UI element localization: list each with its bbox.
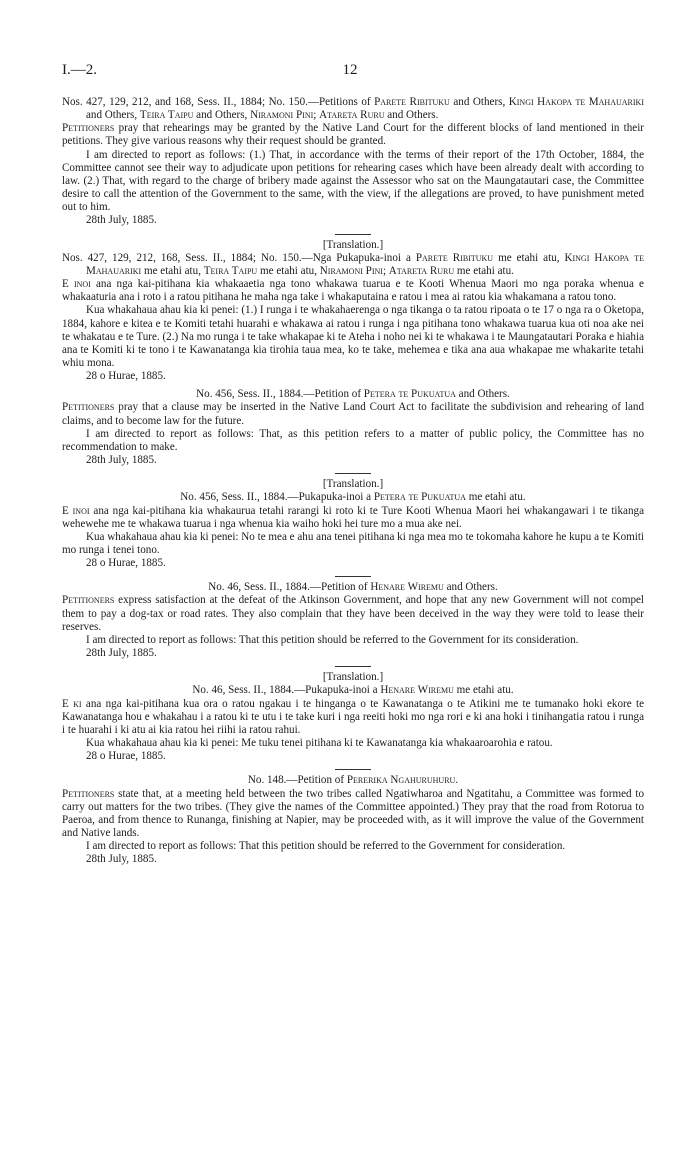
committee-report: I am directed to report as follows: That this petition should be referred to the Government for consideration.	[86, 840, 566, 853]
petition-heading: Nos. 427, 129, 212, and 168, Sess. II., 1884; No. 150.—Petitions of Parete Ribituku and Others, Kingi Hakopa te Mahauariki and Others, Teira Taipu and Others, Niramoni Pini; Atareta Ruru and Others.	[62, 96, 644, 122]
petitioner-name: Pererika Ngahuruhuru	[346, 774, 456, 787]
document-body	[62, 96, 644, 866]
petitioner-name: Niramoni Pini	[319, 264, 383, 277]
report-date: 28th July, 1885.	[86, 647, 157, 660]
petition-summary: Petitioners pray that rehearings may be granted by the Native Land Court for the different blocks of land mentioned in their petitions. They give various reasons why their request should be granted.	[62, 122, 644, 148]
petition-heading: No. 456, Sess. II., 1884.—Pukapuka-inoi a Petera te Pukuatua me etahi atu.	[180, 491, 526, 504]
section-divider	[335, 666, 371, 667]
petition-summary: E ki ana nga kai-pitihana kua ora o ratou ngakau i te hinganga o te Kawanatanga o te Atikini me te tumanako hoki ekore te Kawanatanga hou e whakahau i a ratou ki te utu i te take kuri i nga reeiti hoki mo nga rori e ki ana hoki i tinihangatia ratou i runga i te huarahi i ki atu ai kia ratou hei riihi ia ratou rahui.	[62, 697, 644, 736]
petitioner-name: Atareta Ruru	[388, 264, 455, 277]
report-date: 28 o Hurae, 1885.	[86, 750, 166, 763]
committee-report: Kua whakahaua ahau kia ki penei: (1.) I runga i te whakahaerenga o nga tikanga o ta ratou ripoata o te 17 o nga ra o Oketopa, 1884, kahore e kitea e te Komiti tetahi huarahi e whakawa ai ratou i runga i nga pitihana tono whakawa tuarua kua oti noa ake nei te whakatau e te Ture. (2.) Na mo runga i te take whakapae ki te Ateha i noho nei ki te whakawa i te Maungatautari Poraka e hiahia ana te Komiti ki te tono i te Kawanatanga kia tirohia taua mea, ko te take, mehemea e tika ana aua whakapae me whakarite tetahi whiu mona.	[62, 304, 644, 369]
committee-report: I am directed to report as follows: (1.) That, in accordance with the terms of their report of the 17th October, 1884, the Committee cannot see their way to adjudicate upon petitions for rehearing cases which have been already dealt with according to law. (2.) That, with regard to the charge of bribery made against the Assessor who sat on the Maungatautari case, the Committee desire to call the attention of the Government to the same, with the view, if the allegations are proved, to have punishment meted out to him.	[62, 148, 644, 214]
petition-heading: No. 46, Sess. II., 1884.—Petition of Henare Wiremu and Others.	[208, 581, 498, 594]
section-divider	[335, 576, 371, 577]
report-date: 28 o Hurae, 1885.	[86, 370, 166, 383]
petitioner-name: Parete Ribituku	[374, 96, 450, 108]
petitioner-name: Kingi Hakopa te Mahauariki	[508, 96, 644, 108]
report-date: 28th July, 1885.	[86, 454, 157, 467]
report-date: 28th July, 1885.	[86, 853, 157, 866]
petition-heading: No. 456, Sess. II., 1884.—Petition of Petera te Pukuatua and Others.	[196, 388, 510, 401]
petition-summary: Petitioners pray that a clause may be inserted in the Native Land Court Act to facilitate the subdivision and rehearing of land claims, and to become law for the future.	[62, 401, 644, 427]
report-date: 28th July, 1885.	[86, 214, 157, 227]
petitioner-name: Parete Ribituku	[415, 251, 494, 264]
committee-report: Kua whakahaua ahau kia ki penei: Me tuku tenei pitihana ki te Kawanatanga kia whakaaroarohia e ratou.	[86, 737, 553, 750]
petitioner-name: Petera te Pukuatua	[373, 491, 466, 504]
petition-heading: No. 148.—Petition of Pererika Ngahuruhuru.	[247, 774, 459, 787]
translation-label: [Translation.]	[322, 478, 384, 491]
petitioner-name: Kingi Hakopa te Mahauariki	[86, 251, 644, 277]
paper-reference: I.—2.	[62, 62, 97, 78]
petitioner-name: Henare Wiremu	[380, 684, 454, 697]
section-divider	[335, 473, 371, 474]
petitioner-name: Atareta Ruru	[319, 109, 385, 122]
committee-report: I am directed to report as follows: That this petition should be referred to the Government for its consideration.	[86, 633, 579, 646]
petitioner-name: Petera te Pukuatua	[363, 388, 456, 401]
page-number: 12	[342, 62, 358, 78]
page-header	[62, 62, 638, 82]
petition-heading: No. 46, Sess. II., 1884.—Pukapuka-inoi a Henare Wiremu me etahi atu.	[192, 684, 514, 697]
translation-label: [Translation.]	[322, 238, 384, 251]
section-divider	[335, 234, 371, 235]
petitioner-name: Teira Taipu	[139, 109, 194, 122]
petitioner-name: Henare Wiremu	[370, 581, 444, 594]
translation-label: [Translation.]	[322, 671, 384, 684]
report-date: 28 o Hurae, 1885.	[86, 557, 166, 570]
committee-report: Kua whakahaua ahau kia ki penei: No te mea e ahu ana tenei pitihana ki nga mea mo te tokomaha kahore he kupu a te Komiti mo runga i tenei tono.	[62, 530, 644, 556]
petitioner-name: Niramoni Pini	[250, 109, 314, 122]
petition-heading: Nos. 427, 129, 212, 168, Sess. II., 1884; No. 150.—Nga Pukapuka-inoi a Parete Ribituku me etahi atu, Kingi Hakopa te Mahauariki me etahi atu, Teira Taipu me etahi atu, Niramoni Pini; Atareta Ruru me etahi atu.	[62, 251, 644, 277]
committee-report: I am directed to report as follows: That, as this petition refers to a matter of public policy, the Committee has no recommendation to make.	[62, 427, 644, 453]
section-divider	[335, 769, 371, 770]
petitioner-name: Teira Taipu	[203, 264, 258, 277]
petition-summary: E inoi ana nga kai-pitihana kia whakaaetia nga tono whakawa tuarua e te Kooti Whenua Maori mo nga poraka whenua e whakaaturia ana i roto i a ratou pitihana he maha nga take i whakaputaina e ratou i mea ai ratou kia whakamana a ratou tono.	[62, 278, 644, 304]
petition-summary: Petitioners state that, at a meeting held between the two tribes called Ngatiwharoa and Ngatitahu, a Committee was formed to carry out matters for the two tribes. (They give the names of the Committee appointed.) They pray that the road from Rotorua to Paeroa, and from thence to Runanga, finishing at Napier, may be proceeded with, as it will improve the value of the Government and Native lands.	[62, 787, 644, 839]
petition-summary: E inoi ana nga kai-pitihana kia whakaurua tetahi rarangi ki roto ki te Ture Kooti Whenua Maori hei whakangawari i te tikanga wehewehe me te whakawa tuarua i nga whenua kia waiho hoki hei ture mo a mua ake nei.	[62, 504, 644, 530]
petition-summary: Petitioners express satisfaction at the defeat of the Atkinson Government, and hope that any new Government will not compel them to pay a dog-tax or road rates. They also complain that they have been deceived in the way they were told to lease their reserves.	[62, 594, 644, 633]
